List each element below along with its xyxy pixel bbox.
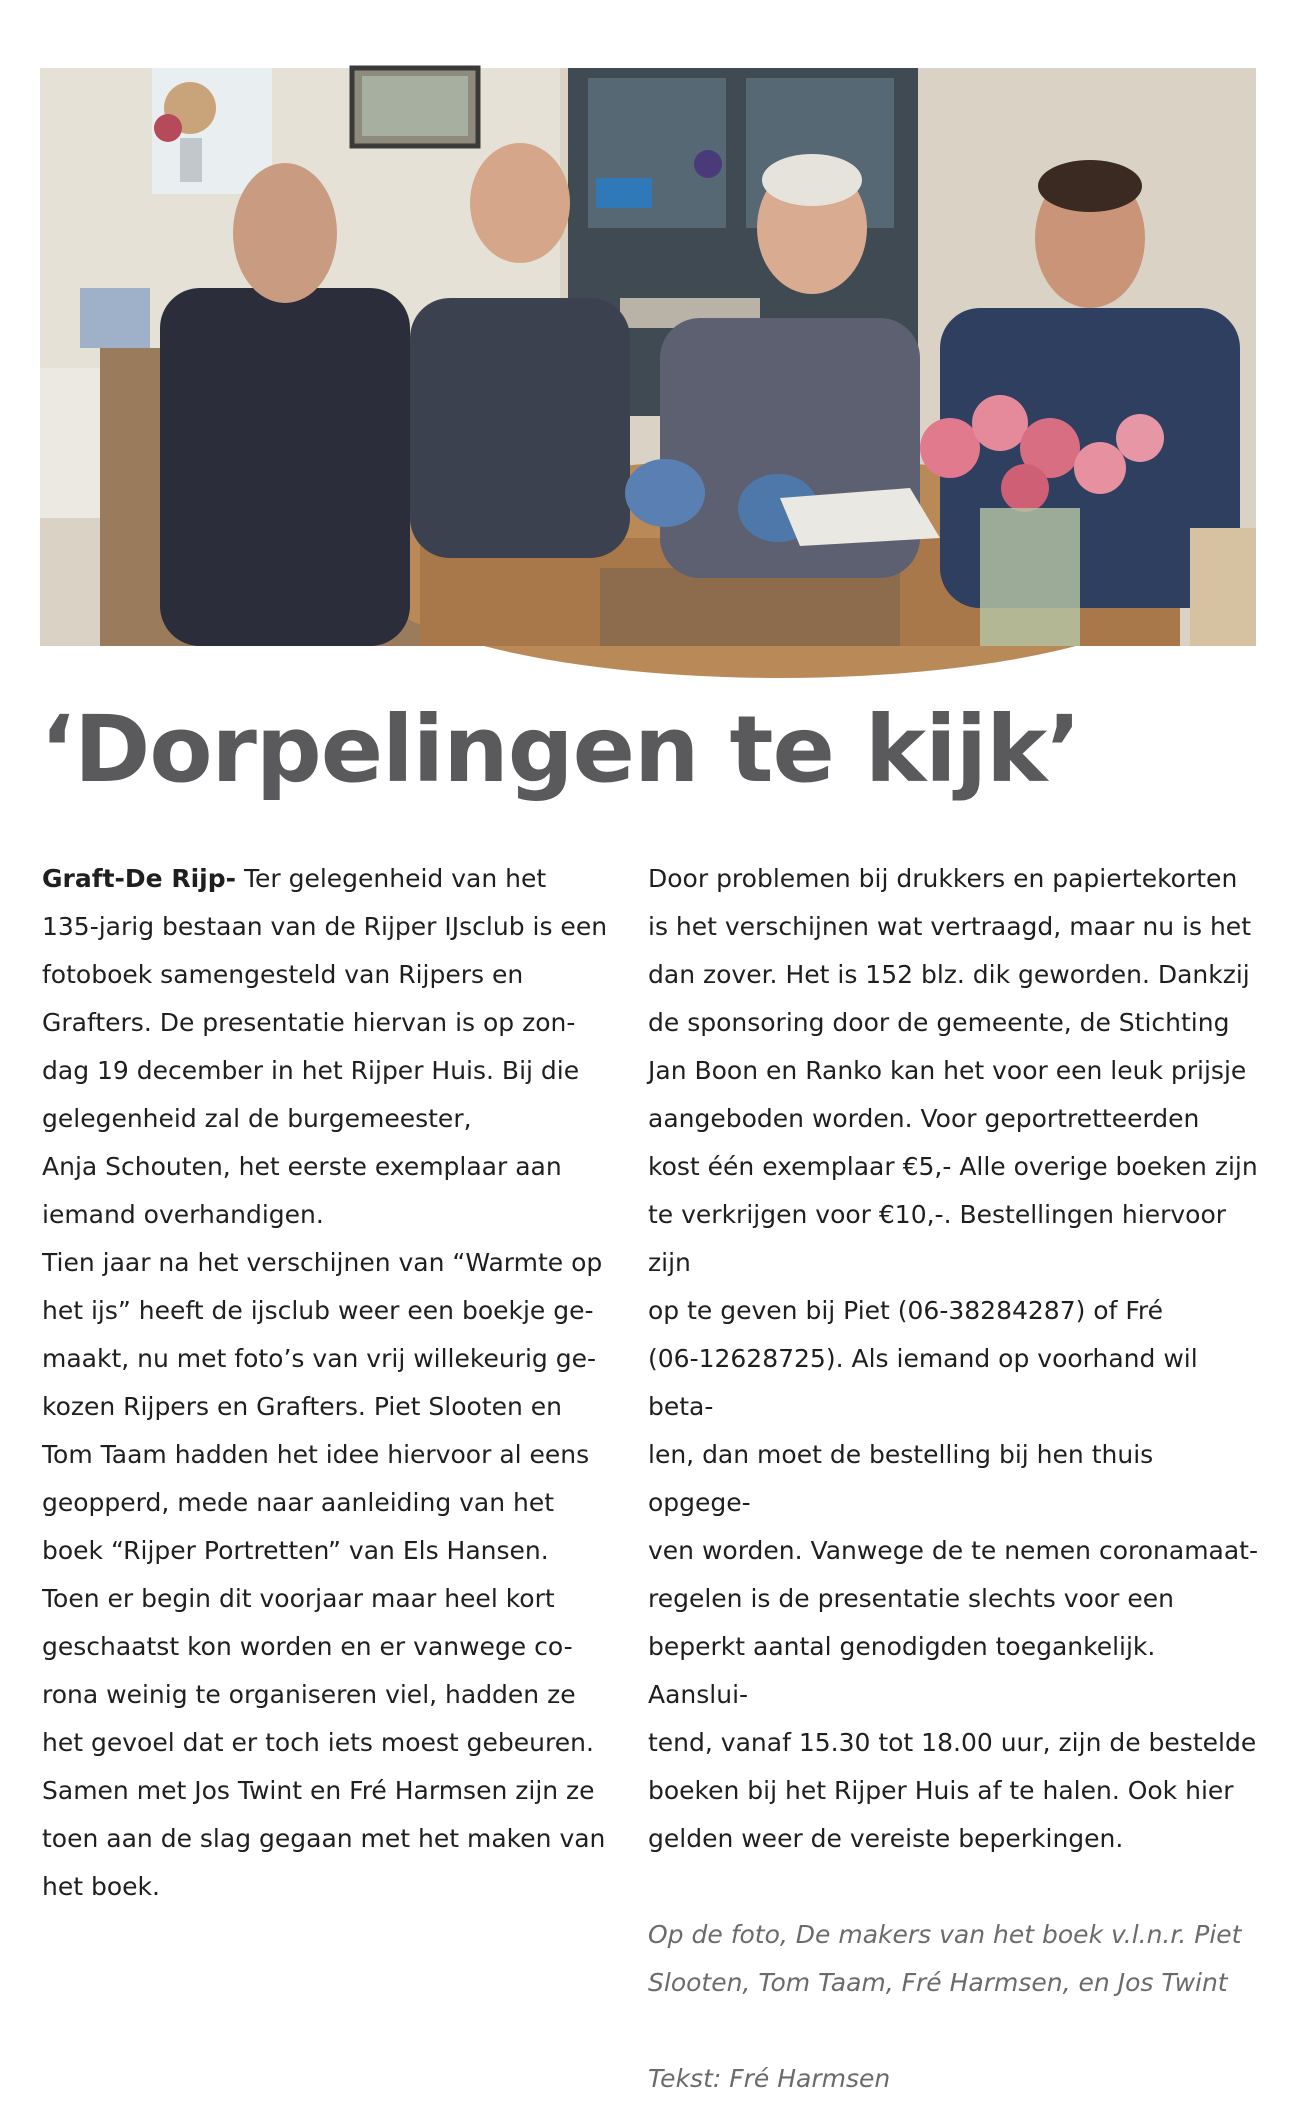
right-column — [648, 855, 1258, 2103]
dateline: Graft-De Rijp- — [42, 864, 236, 893]
intro-text: Ter gelegenheid van het 135-jarig bestaan van de Rijper IJsclub is een fotoboek samengesteld van Rijpers en Grafters. De presentatie hiervan is op zon- dag 19 december in het Rijper Huis. Bij die gelegenheid zal de burgemeester, Anja Schouten, het eerste exemplaar aan iemand overhandigen. — [42, 864, 608, 1229]
paragraph-history: Tien jaar na het verschijnen van “Warmte op het ijs” heeft de ijsclub weer een boekje ge- maakt, nu met foto’s van vrij willekeurig ge- kozen Rijpers en Grafters. Piet Slooten en Tom Taam hadden het idee hiervoor al eens geopperd, mede naar aanleiding van het boek “Rijper Portretten” van Els Hansen. Toen er begin dit voorjaar maar heel kort geschaatst kon worden en er vanwege co- rona weinig te organiseren viel, hadden ze het gevoel dat er toch iets moest gebeuren. Samen met Jos Twint en Fré Harmsen zijn ze toen aan de slag gegaan met het maken van het boek. — [42, 1248, 606, 1901]
group-photo-illustration — [40, 68, 1256, 646]
paragraph-details: Door problemen bij drukkers en papiertekorten is het verschijnen wat vertraagd, maar nu is het dan zover. Het is 152 blz. dik geworden. Dankzij de sponsoring door de gemeente, de Stichting Jan Boon en Ranko kan het voor een leuk prijsje aangeboden worden. Voor geportretteerden kost één exemplaar €5,- Alle overige boeken zijn te verkrijgen voor €10,-. Bestellingen hiervoor zijn op te geven bij Piet (06-38284287) of Fré (06-12628725). Als iemand op voorhand wil beta- len, dan moet de bestelling bij hen thuis opgege- ven worden. Vanwege de te nemen coronamaat- regelen is de presentatie slechts voor een beperkt aantal genodigden toegankelijk. Aanslui- tend, vanaf 15.30 tot 18.00 uur, zijn de bestelde boeken bij het Rijper Huis af te halen. Ook hier gelden weer de vereiste beperkingen. — [648, 864, 1259, 1853]
headline: ‘Dorpelingen te kijk’ — [40, 696, 1081, 803]
paragraph-intro — [42, 855, 652, 1239]
article-photo — [40, 68, 1256, 646]
left-column — [42, 855, 652, 1911]
text-credit: Tekst: Fré Harmsen — [648, 2064, 891, 2093]
photo-caption: Op de foto, De makers van het boek v.l.n.r. Piet Slooten, Tom Taam, Fré Harmsen, en Jos Twint — [648, 1920, 1242, 1997]
